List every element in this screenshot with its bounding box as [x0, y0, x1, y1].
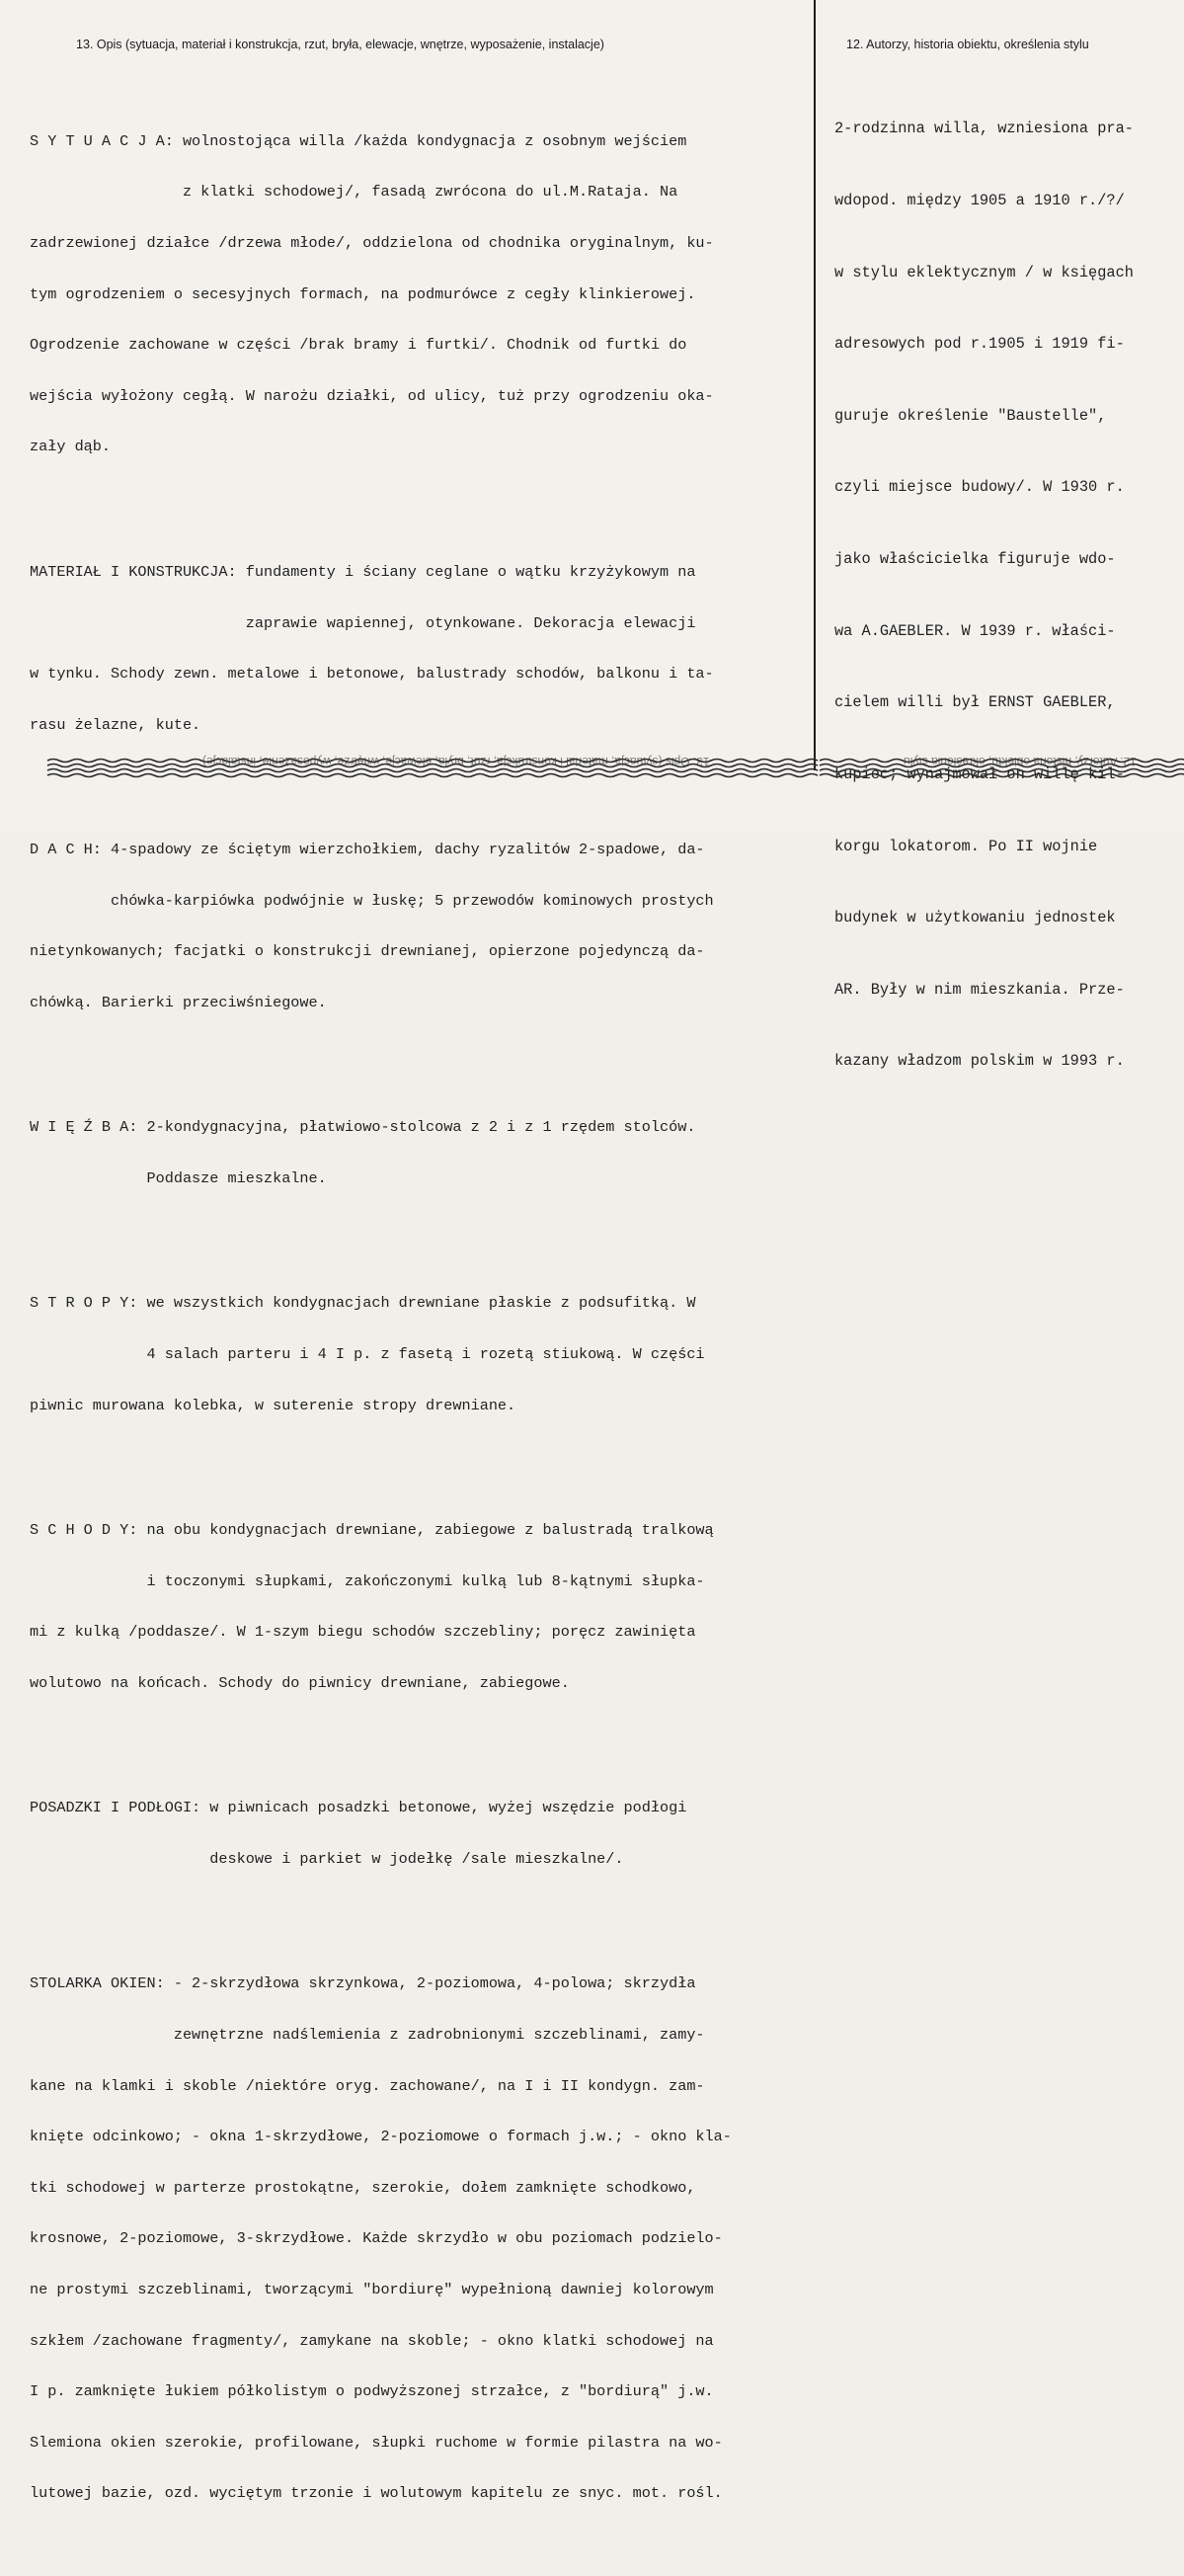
- text-line: i toczonymi słupkami, zakończonymi kulką lub 8-kątnymi słupka-: [30, 1571, 705, 1590]
- text-line: 2-rodzinna willa, wzniesiona pra-: [834, 120, 1134, 138]
- text-line: S Y T U A C J A: wolnostojąca willa /każda kondygnacja z osobnym wejściem: [30, 131, 687, 150]
- text-line: kupiec; wynajmował on willę kil-: [834, 765, 1125, 783]
- history-column: [834, 69, 1180, 1121]
- text-line: piwnic murowana kolebka, w suterenie stropy drewniane.: [30, 1396, 516, 1414]
- text-line: AR. Były w nim mieszkania. Prze-: [834, 980, 1125, 999]
- text-line: Poddasze mieszkalne.: [30, 1169, 327, 1187]
- text-line: w tynku. Schody zewn. metalowe i betonowe, balustrady schodów, balkonu i ta-: [30, 665, 714, 684]
- text-line: wejścia wyłożony cegłą. W narożu działki, od ulicy, tuż przy ogrodzeniu oka-: [30, 386, 714, 405]
- section-stropy: [30, 1261, 810, 1448]
- text-line: adresowych pod r.1905 i 1919 fi-: [834, 335, 1125, 354]
- text-line: ne prostymi szczeblinami, tworzącymi "bordiurę" wypełnioną dawniej kolorowym: [30, 2281, 714, 2298]
- text-line: krosnowe, 2-poziomowe, 3-skrzydłowe. Każde skrzydło w obu poziomach podzielo-: [30, 2229, 723, 2248]
- text-line: czyli miejsce budowy/. W 1930 r.: [834, 478, 1125, 497]
- text-line: korgu lokatorom. Po II wojnie: [834, 837, 1098, 855]
- text-line: wdopod. między 1905 a 1910 r./?/: [834, 192, 1125, 210]
- section-posadzki: [30, 1766, 810, 1902]
- column-divider: [814, 0, 816, 770]
- mirrored-section-12-header: 12. Autorzy, historia obiektu, określenia stylu: [904, 755, 1137, 768]
- text-line: budynek w użytkowaniu jednostek: [834, 909, 1116, 927]
- section-dach: [30, 808, 810, 1046]
- text-line: w stylu eklektycznym / w księgach: [834, 263, 1134, 282]
- text-line: chówka-karpiówka podwójnie w łuskę; 5 przewodów kominowych prostych: [30, 891, 714, 910]
- text-line: z klatki schodowej/, fasadą zwrócona do ul.M.Rataja. Na: [30, 183, 678, 201]
- text-line: zadrzewionej działce /drzewa młode/, oddzielona od chodnika oryginalnym, ku-: [30, 234, 714, 253]
- section-wiezba: [30, 1086, 810, 1222]
- text-line: rasu żelazne, kute.: [30, 715, 201, 734]
- text-line: S T R O P Y: we wszystkich kondygnacjach drewniane płaskie z podsufitką. W: [30, 1294, 696, 1313]
- text-line: mi z kulką /poddasze/. W 1-szym biegu schodów szczebliny; poręcz zawinięta: [30, 1623, 696, 1642]
- text-line: tym ogrodzeniem o secesyjnych formach, na podmurówce z cegły klinkierowej.: [30, 284, 696, 303]
- text-line: kane na klamki i skoble /niektóre oryg. zachowane/, na I i II kondygn. zam-: [30, 2076, 705, 2095]
- text-line: wolutowo na końcach. Schody do piwnicy drewniane, zabiegowe.: [30, 1673, 570, 1692]
- text-line: guruje określenie "Baustelle",: [834, 406, 1107, 425]
- text-line: chówką. Barierki przeciwśniegowe.: [30, 993, 327, 1011]
- text-line: kazany władzom polskim w 1993 r.: [834, 1052, 1125, 1071]
- text-line: S C H O D Y: na obu kondygnacjach drewniane, zabiegowe z balustradą tralkową: [30, 1521, 714, 1540]
- text-line: tki schodowej w parterze prostokątne, szerokie, dołem zamknięte schodkowo,: [30, 2178, 696, 2197]
- text-line: I p. zamknięte łukiem półkolistym o podwyższonej strzałce, z "bordiurą" j.w.: [30, 2382, 714, 2401]
- description-column: [30, 65, 810, 2576]
- section-material: [30, 529, 810, 767]
- text-line: Slemiona okien szerokie, profilowane, słupki ruchome w formie pilastra na wo-: [30, 2433, 723, 2452]
- section-13-header: 13. Opis (sytuacja, materiał i konstrukcja, rzut, bryła, elewacje, wnętrze, wyposażenie, instalacje): [76, 38, 604, 51]
- text-line: szkłem /zachowane fragmenty/, zamykane na skoble; - okno klatki schodowej na: [30, 2331, 714, 2350]
- text-line: deskowe i parkiet w jodełkę /sale mieszkalne/.: [30, 1849, 624, 1868]
- text-line: Ogrodzenie zachowane w części /brak bramy i furtki/. Chodnik od furtki do: [30, 336, 687, 355]
- text-line: zewnętrzne nadślemienia z zadrobnionymi szczeblinami, zamy-: [30, 2025, 705, 2044]
- text-line: nietynkowanych; facjatki o konstrukcji drewnianej, opierzone pojedynczą da-: [30, 942, 705, 961]
- text-line: jako właścicielka figuruje wdo-: [834, 550, 1116, 569]
- text-line: cielem willi był ERNST GAEBLER,: [834, 693, 1116, 712]
- text-line: lutowej bazie, ozd. wyciętym trzonie i wolutowym kapitelu ze snyc. mot. rośl.: [30, 2484, 723, 2503]
- mirrored-section-13-header: 13. Opis (sytuacja, materiał i konstrukcja, rzut, bryła, elewacje, wnętrze, wyposażenie, instalacje): [202, 755, 710, 768]
- text-line: D A C H: 4-spadowy ze ściętym wierzchołkiem, dachy ryzalitów 2-spadowe, da-: [30, 841, 705, 859]
- text-line: wa A.GAEBLER. W 1939 r. właści-: [834, 621, 1116, 640]
- text-line: knięte odcinkowo; - okna 1-skrzydłowe, 2-poziomowe o formach j.w.; - okno kla-: [30, 2128, 732, 2146]
- text-line: W I Ę Ź B A: 2-kondygnacyjna, płatwiowo-stolcowa z 2 i z 1 rzędem stolców.: [30, 1118, 696, 1137]
- text-line: MATERIAŁ I KONSTRUKCJA: fundamenty i ściany ceglane o wątku krzyżykowym na: [30, 562, 696, 581]
- section-sytuacja: [30, 99, 810, 490]
- text-line: STOLARKA OKIEN: - 2-skrzydłowa skrzynkowa, 2-poziomowa, 4-polowa; skrzydła: [30, 1974, 696, 1993]
- text-line: POSADZKI I PODŁOGI: w piwnicach posadzki betonowe, wyżej wszędzie podłogi: [30, 1799, 687, 1817]
- text-line: 4 salach parteru i 4 I p. z fasetą i rozetą stiukową. W części: [30, 1345, 705, 1364]
- text-line: zały dąb.: [30, 438, 112, 456]
- section-schody: [30, 1489, 810, 1727]
- section-stolarka: [30, 1942, 810, 2536]
- text-line: zaprawie wapiennej, otynkowane. Dekoracja elewacji: [30, 613, 696, 632]
- section-12-header: 12. Autorzy, historia obiektu, określenia stylu: [846, 38, 1089, 51]
